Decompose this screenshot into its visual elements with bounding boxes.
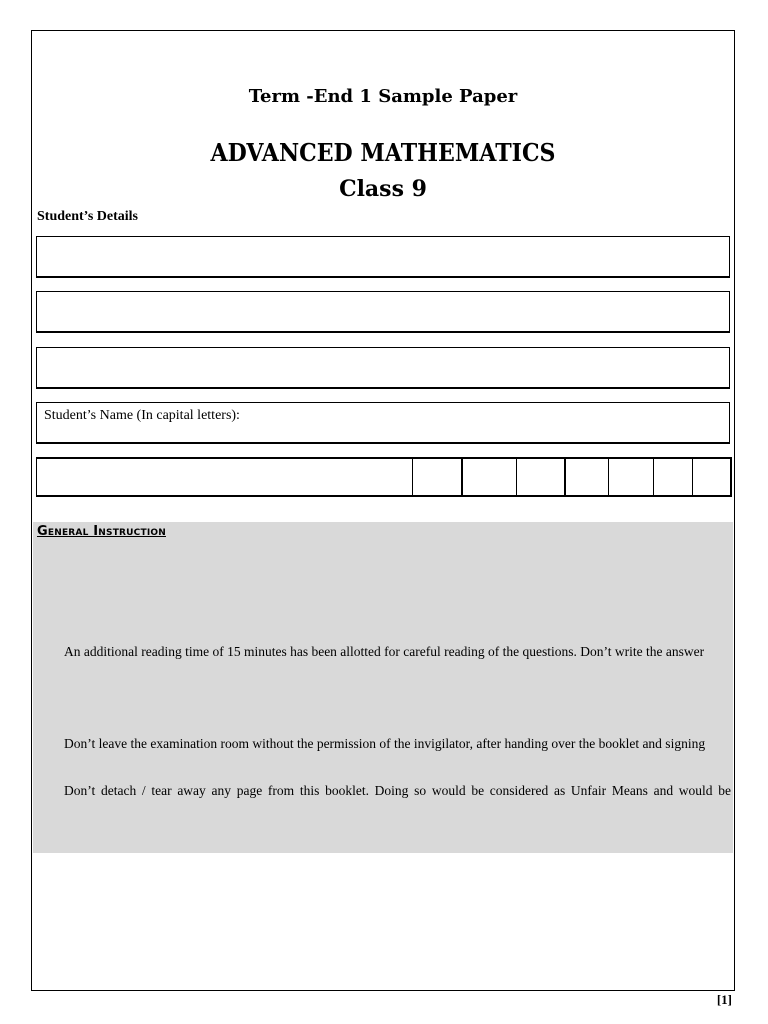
roll-number-cell[interactable] bbox=[564, 459, 606, 495]
general-instruction-heading: General Instruction bbox=[37, 524, 166, 539]
general-instructions-panel bbox=[33, 522, 733, 853]
student-name-field[interactable] bbox=[36, 402, 730, 444]
roll-number-cell[interactable] bbox=[516, 459, 550, 495]
student-detail-field-3[interactable] bbox=[36, 347, 730, 389]
roll-number-cell[interactable] bbox=[412, 459, 447, 495]
paper-type-title: Term -End 1 Sample Paper bbox=[248, 86, 518, 107]
instruction-item: Don’t detach / tear away any page from this booklet. Doing so would be considered as Unfair Means and would be bbox=[64, 783, 731, 798]
roll-number-cell[interactable] bbox=[608, 459, 647, 495]
student-detail-field-2[interactable] bbox=[36, 291, 730, 333]
student-name-label: Student’s Name (In capital letters): bbox=[44, 408, 240, 423]
students-details-label: Student’s Details bbox=[37, 209, 138, 224]
roll-number-cell[interactable] bbox=[692, 459, 730, 495]
page-number: [1] bbox=[716, 992, 732, 1007]
class-label: Class 9 bbox=[339, 176, 427, 202]
roll-number-row bbox=[36, 457, 732, 497]
roll-number-cell[interactable] bbox=[461, 459, 500, 495]
instruction-item: An additional reading time of 15 minutes has been allotted for careful reading of the questions. Don’t write the answer bbox=[64, 644, 705, 659]
student-detail-field-1[interactable] bbox=[36, 236, 730, 278]
roll-number-cell[interactable] bbox=[653, 459, 691, 495]
subject-title: ADVANCED MATHEMATICS bbox=[210, 138, 556, 167]
instruction-item: Don’t leave the examination room without the permission of the invigilator, after handing over the booklet and signing bbox=[64, 736, 706, 751]
